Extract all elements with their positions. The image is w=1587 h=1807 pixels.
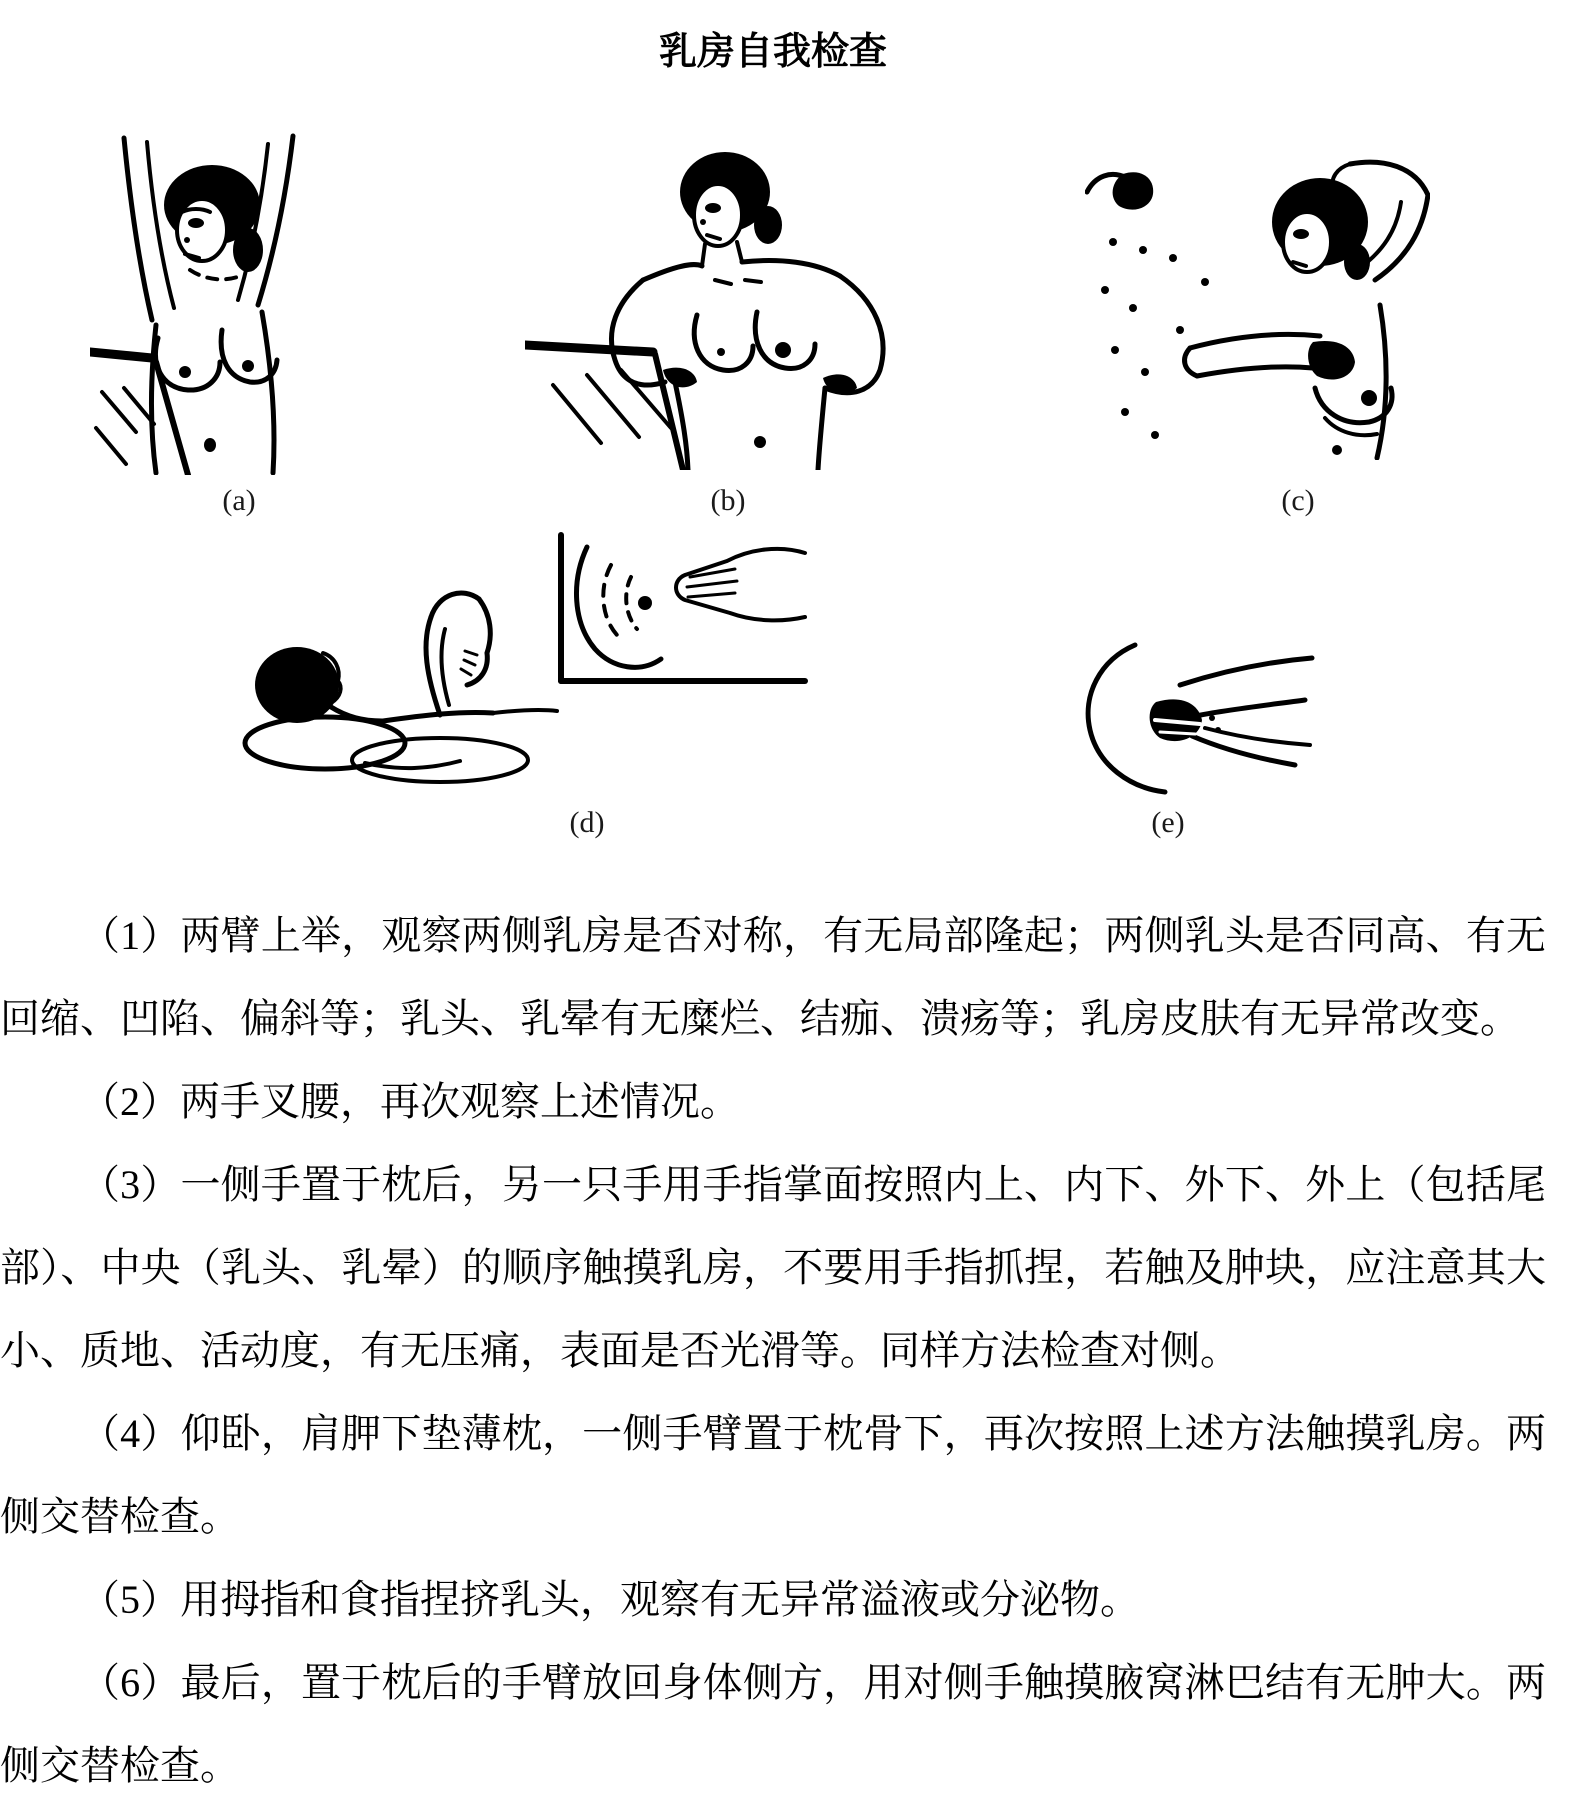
instruction-step-3: （3）一侧手置于枕后，另一只手用手指掌面按照内上、内下、外下、外上（包括尾部）、中央（乳头、乳晕）的顺序触摸乳房，不要用手指抓捏，若触及肿块，应注意其大小、质地、活动度，有无压痛，表面是否光滑等。同样方法检查对侧。 bbox=[0, 1162, 1546, 1373]
woman-examining-breast bbox=[1185, 162, 1428, 458]
figure-a-arms-raised-illustration bbox=[90, 130, 355, 475]
figure-b-label: (b) bbox=[710, 484, 746, 517]
lying-woman bbox=[245, 593, 557, 782]
inset-frame-icon bbox=[561, 535, 805, 681]
instruction-step-6: （6）最后，置于枕后的手臂放回身体侧方，用对侧手触摸腋窝淋巴结有无肿大。两侧交替检查。 bbox=[0, 1660, 1546, 1788]
instruction-step-2: （2）两手叉腰，再次观察上述情况。 bbox=[80, 1079, 740, 1124]
figure-e-label: (e) bbox=[1151, 806, 1185, 839]
mirror-edge-icon bbox=[525, 345, 683, 470]
shower-head-icon bbox=[1087, 172, 1153, 209]
figure-b-hands-on-hips-illustration bbox=[525, 130, 940, 470]
figure-c-label: (c) bbox=[1281, 484, 1315, 517]
page-title: 乳房自我检查 bbox=[658, 31, 887, 74]
figure-d-lying-palpation-illustration bbox=[235, 525, 810, 805]
instruction-step-4: （4）仰卧，肩胛下垫薄枕，一侧手臂置于枕骨下，再次按照上述方法触摸乳房。两侧交替检查。 bbox=[0, 1411, 1546, 1539]
figure-a-label: (a) bbox=[222, 484, 256, 517]
instructions-text bbox=[0, 894, 1546, 1807]
woman-hands-on-hips bbox=[611, 152, 883, 470]
hand-squeezing-nipple bbox=[1088, 645, 1312, 792]
woman-arms-up bbox=[124, 136, 293, 473]
instruction-step-5: （5）用拇指和食指捏挤乳头，观察有无异常溢液或分泌物。 bbox=[80, 1577, 1140, 1622]
figure-e-nipple-squeeze-illustration bbox=[1060, 640, 1320, 800]
inset-breast-palpation bbox=[577, 547, 805, 667]
instruction-step-1: （1）两臂上举，观察两侧乳房是否对称，有无局部隆起；两侧乳头是否同高、有无回缩、凹陷、偏斜等；乳头、乳晕有无糜烂、结痂、溃疡等；乳房皮肤有无异常改变。 bbox=[0, 913, 1546, 1041]
mirror-edge-icon bbox=[90, 352, 188, 475]
pillow-icon bbox=[245, 717, 528, 782]
figure-c-shower-palpation-illustration bbox=[1085, 150, 1430, 460]
figure-d-label: (d) bbox=[569, 806, 605, 839]
water-drops-icon bbox=[1101, 238, 1209, 439]
